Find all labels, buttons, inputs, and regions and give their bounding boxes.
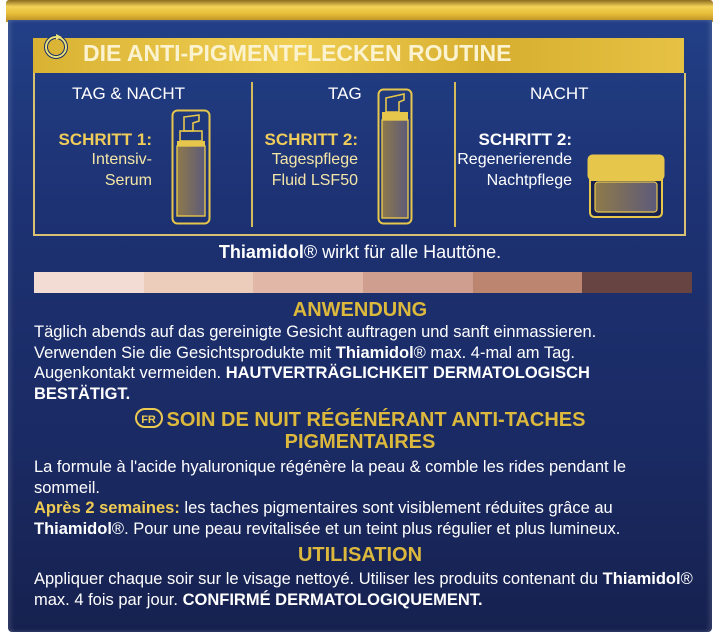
column-divider (251, 82, 253, 227)
french-para: La formule à l'acide hyaluronique régénère la peau & comble les rides pendant le sommeil. (34, 458, 627, 497)
step-desc-line: Tagespflege (271, 151, 358, 168)
skin-swatch (363, 272, 473, 293)
anwendung-line: Augenkontakt vermeiden. HAUTVERTRÄGLICHKEIT DERMATOLOGISCH BESTÄTIGT. (34, 364, 590, 403)
skin-tone-caption (0, 242, 720, 263)
serum-pump-bottle-icon (171, 109, 211, 225)
step-desc-line: Intensiv- (91, 151, 152, 168)
step-desc-line: Nachtpflege (486, 172, 572, 189)
fluid-pump-bottle-icon (377, 88, 413, 225)
step-desc-line: Serum (104, 172, 152, 189)
refresh-cycle-icon (42, 32, 70, 60)
skin-swatch (253, 272, 363, 293)
column-title-nacht: NACHT (530, 84, 589, 103)
caption-text: wirkt für alle Hauttöne. (317, 242, 502, 262)
utilisation-heading: UTILISATION (297, 544, 423, 566)
brand-name: Thiamidol (218, 242, 304, 262)
french-heading: FR SOIN DE NUIT RÉGÉNÉRANT ANTI-TACHES PIGMENTAIRES (0, 408, 720, 453)
column-divider (454, 82, 456, 227)
step-desc-line: Fluid LSF50 (271, 172, 358, 189)
step-label: SCHRITT 2: (478, 130, 572, 149)
skin-swatch (144, 272, 254, 293)
column-title-tag: TAG (328, 84, 362, 103)
fr-language-badge: FR (135, 408, 163, 428)
step-label: SCHRITT 2: (264, 130, 358, 149)
anwendung-line: Täglich abends auf das gereinigte Gesicht auftragen und sanft einmassieren. (34, 323, 597, 341)
anwendung-line: Verwenden Sie die Gesichtsprodukte mit Thiamidol® max. 4-mal am Tag. (34, 343, 576, 362)
gold-lid-edge (6, 0, 713, 22)
french-text (34, 457, 694, 539)
step-label: SCHRITT 1: (58, 130, 152, 149)
french-para: Après 2 semaines: les taches pigmentaires sont visiblement réduites grâce au Thiamidol®. Pour une peau revitalisée et un teint plus régulier et plus lumineux. (34, 499, 621, 538)
cream-jar-icon (587, 154, 665, 220)
skin-swatch (473, 272, 583, 293)
skin-tone-swatches (34, 272, 692, 293)
skin-swatch (34, 272, 144, 293)
anwendung-text (34, 322, 710, 404)
routine-title: DIE ANTI-PIGMENTFLECKEN ROUTINE (83, 40, 512, 66)
utilisation-text: Appliquer chaque soir sur le visage nettoyé. Utiliser les produits contenant du Thiamidol® max. 4 fois par jour. CONFIRMÉ DERMATOLOGIQUEMENT. (34, 570, 693, 609)
step-desc-line: Regenerierende (457, 151, 572, 168)
anwendung-heading: ANWENDUNG (292, 299, 428, 321)
registered-mark: ® (303, 242, 318, 262)
skin-swatch (582, 272, 692, 293)
column-title-tag-nacht: TAG & NACHT (72, 84, 186, 103)
